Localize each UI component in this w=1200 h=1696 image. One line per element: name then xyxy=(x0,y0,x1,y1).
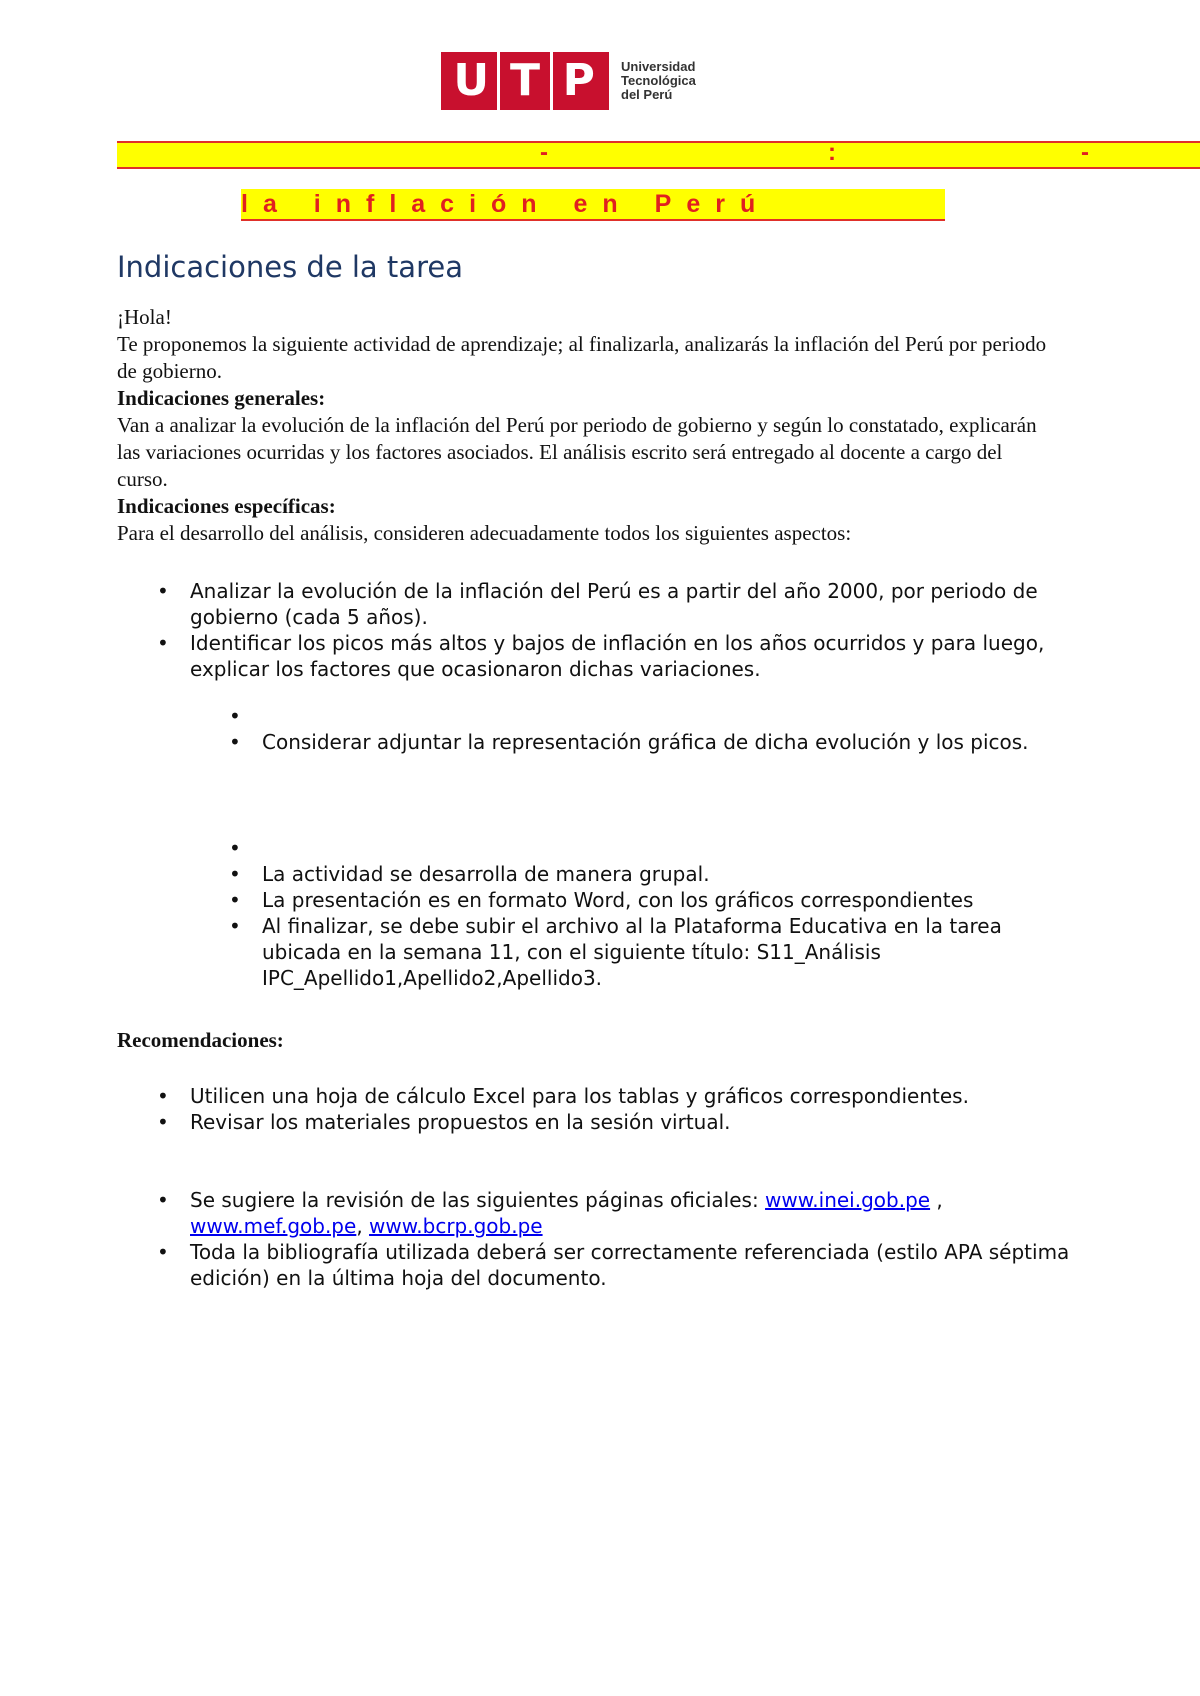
list-item: • Al finalizar, se debe subir el archivo al la Plataforma Educativa en la tarea ubicada en la semana 11, con el siguiente título: S11_Análisis IPC_Apellido1,Apellido2,Apellido3. xyxy=(262,913,1072,991)
list-item: • Toda la bibliografía utilizada deberá ser correctamente referenciada (estilo APA séptima edición) en la última hoja del documento. xyxy=(190,1239,1070,1291)
logo-letter-u: U xyxy=(453,55,490,106)
specific-instructions-title: Indicaciones específicas: xyxy=(117,494,336,518)
list-item: • Revisar los materiales propuestos en la sesión virtual. xyxy=(190,1109,1070,1135)
logo-letter-p: P xyxy=(562,55,595,106)
delivery-instructions-list xyxy=(262,835,1072,991)
intro-block xyxy=(117,304,1057,547)
recommendations-list xyxy=(190,1083,1070,1135)
title-mark-dash: - xyxy=(1081,139,1089,166)
greeting: ¡Hola! xyxy=(117,305,172,329)
list-item: • Identificar los picos más altos y bajos de inflación en los años ocurridos y para luego, explicar los factores que ocasionaron dichas variaciones. xyxy=(190,630,1070,682)
intro-text: Te proponemos la siguiente actividad de aprendizaje; al finalizarla, analizarás la inflación del Perú por periodo de gobierno. xyxy=(117,332,1047,383)
document-subtitle: la inflación en Perú xyxy=(241,189,945,221)
logo-letter-t: T xyxy=(509,55,540,106)
link-inei[interactable]: www.inei.gob.pe xyxy=(765,1188,931,1212)
general-instructions-title: Indicaciones generales: xyxy=(117,386,326,410)
utp-logo xyxy=(441,52,696,110)
recommendations-title: Recomendaciones: xyxy=(117,1028,284,1052)
link-mef[interactable]: www.mef.gob.pe xyxy=(190,1214,357,1238)
general-instructions-text: Van a analizar la evolución de la inflación del Perú por periodo de gobierno y según lo constatado, explicarán las variaciones ocurridas y los factores asociados. El análisis escrito será entregado al docente a cargo del curso. xyxy=(117,413,1037,491)
link-separator: , xyxy=(930,1188,943,1212)
link-separator: , xyxy=(356,1214,370,1238)
title-band xyxy=(117,141,1200,169)
list-item-official-pages xyxy=(190,1187,1070,1239)
logo-text-line: del Perú xyxy=(621,87,673,102)
logo-text-line: Tecnológica xyxy=(621,73,696,88)
title-mark-colon: : xyxy=(828,139,836,166)
pages-prefix: Se sugiere la revisión de las siguientes páginas oficiales: xyxy=(190,1188,766,1212)
list-item: • La presentación es en formato Word, con los gráficos correspondientes xyxy=(262,887,1072,913)
list-item: • Utilicen una hoja de cálculo Excel para los tablas y gráficos correspondientes. xyxy=(190,1083,1070,1109)
specific-aspects-list xyxy=(190,578,1070,682)
specific-instructions-text: Para el desarrollo del análisis, consideren adecuadamente todos los siguientes aspectos: xyxy=(117,521,852,545)
page-title: Indicaciones de la tarea xyxy=(117,250,463,284)
title-mark-dash: - xyxy=(540,139,548,166)
logo-text-line: Universidad xyxy=(621,59,696,74)
logo-university-name xyxy=(621,60,696,102)
link-bcrp[interactable]: www.bcrp.gob.pe xyxy=(369,1214,543,1238)
list-item: • Analizar la evolución de la inflación del Perú es a partir del año 2000, por periodo de gobierno (cada 5 años). xyxy=(190,578,1070,630)
empty-list-item xyxy=(262,703,1072,729)
logo-divider xyxy=(550,52,553,110)
utp-logo-mark xyxy=(441,52,609,110)
graph-instructions-list xyxy=(262,703,1072,755)
list-item: • La actividad se desarrolla de manera grupal. xyxy=(262,861,1072,887)
empty-list-item xyxy=(262,835,1072,861)
references-list xyxy=(190,1187,1070,1291)
logo-divider xyxy=(497,52,500,110)
list-item: • Considerar adjuntar la representación gráfica de dicha evolución y los picos. xyxy=(262,729,1072,755)
